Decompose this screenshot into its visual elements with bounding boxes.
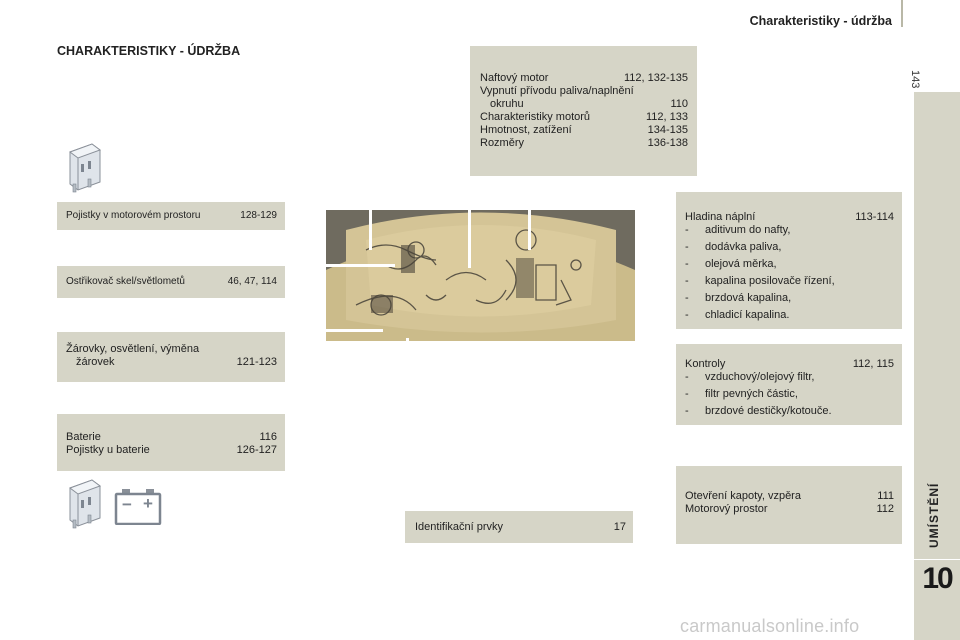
fluid-levels-pages: 113-114 — [855, 211, 894, 223]
fuses-engine-pages: 128-129 — [240, 210, 277, 221]
leader-line — [528, 192, 676, 195]
chapter-tab-divider — [914, 559, 960, 560]
watermark: carmanualsonline.info — [680, 616, 860, 636]
running-header: Charakteristiky - údržba — [749, 14, 892, 28]
fuse-icon — [66, 142, 104, 194]
bullet-dash: - — [685, 405, 689, 417]
leader-line — [503, 350, 506, 466]
fuses-engine-box — [57, 202, 285, 230]
engine-specs-label: Charakteristiky motorů — [480, 111, 591, 123]
fuse-icon — [66, 478, 104, 530]
leader-line — [528, 192, 531, 250]
identification-label: Identifikační prvky — [415, 521, 504, 533]
battery-icon — [114, 488, 162, 525]
checks-pages: 112, 115 — [852, 358, 894, 370]
battery-pages: 116 — [259, 431, 277, 443]
list-item: chladicí kapalina. — [705, 309, 790, 321]
bonnet-box — [676, 466, 902, 544]
engine-specs-label: Naftový motor — [480, 72, 549, 84]
engine-specs-pages: 112, 132-135 — [623, 72, 688, 84]
engine-specs-pages: 134-135 — [647, 124, 688, 136]
battery-minus-symbol: − — [122, 495, 132, 514]
chapter-tab-label: UMÍSTĚNÍ — [927, 482, 941, 548]
fluid-levels-box — [676, 192, 902, 329]
bulbs-pages: 121-123 — [236, 356, 277, 368]
engine-specs-pages: 112, 133 — [645, 111, 688, 123]
leader-line — [468, 176, 471, 268]
battery-box — [57, 414, 285, 471]
bulbs-label-line2: žárovek — [76, 356, 115, 368]
list-item: kapalina posilovače řízení, — [705, 275, 835, 287]
engine-compartment-illustration — [326, 210, 635, 341]
engine-specs-pages: 136-138 — [647, 137, 688, 149]
list-item: aditivum do nafty, — [705, 224, 791, 236]
list-item: vzduchový/olejový filtr, — [705, 371, 815, 383]
bullet-dash: - — [685, 224, 689, 236]
leader-line — [503, 463, 676, 466]
battery-fuses-label: Pojistky u baterie — [66, 444, 150, 456]
washer-label: Ostřikovač skel/světlometů — [66, 276, 185, 287]
engine-specs-pages: 110 — [670, 98, 688, 110]
washer-box — [57, 266, 285, 298]
bulbs-box — [57, 332, 285, 382]
list-item: brzdové destičky/kotouče. — [705, 405, 832, 417]
bullet-dash: - — [685, 371, 689, 383]
bullet-dash: - — [685, 275, 689, 287]
leader-line — [528, 344, 676, 347]
leader-line — [406, 338, 409, 511]
bullet-dash: - — [685, 258, 689, 270]
bonnet-pages: 111 — [877, 490, 894, 502]
list-item: filtr pevných částic, — [705, 388, 798, 400]
page-number: 143 — [909, 70, 921, 89]
battery-fuses-pages: 126-127 — [236, 444, 277, 456]
leader-line — [285, 264, 395, 267]
identification-pages: 17 — [613, 521, 626, 533]
page-title: CHARAKTERISTIKY - ÚDRŽBA — [57, 44, 241, 58]
engine-specs-label: okruhu — [490, 98, 524, 110]
bullet-dash: - — [685, 292, 689, 304]
engine-specs-label: Rozměry — [480, 137, 525, 149]
bonnet-label: Otevření kapoty, vzpěra — [685, 490, 801, 502]
washer-pages: 46, 47, 114 — [227, 276, 277, 287]
engine-specs-label: Vypnutí přívodu paliva/naplnění — [480, 85, 634, 97]
leader-line — [285, 329, 383, 332]
checks-title: Kontroly — [685, 358, 726, 370]
engine-compartment-pages: 112 — [876, 503, 894, 515]
battery-plus-symbol: + — [143, 494, 153, 513]
bulbs-label-line1: Žárovky, osvětlení, výměna — [66, 343, 200, 355]
engine-specs-label: Hmotnost, zatížení — [480, 124, 572, 136]
chapter-number: 10 — [922, 562, 952, 595]
checks-box — [676, 344, 902, 425]
fuses-engine-label: Pojistky v motorovém prostoru — [66, 210, 201, 221]
identification-box — [405, 511, 633, 543]
list-item: brzdová kapalina, — [705, 292, 792, 304]
list-item: olejová měrka, — [705, 258, 777, 270]
header-rule — [901, 0, 903, 27]
engine-specs-box — [470, 46, 697, 176]
bullet-dash: - — [685, 388, 689, 400]
battery-label: Baterie — [66, 431, 101, 443]
list-item: dodávka paliva, — [705, 241, 782, 253]
engine-compartment-label: Motorový prostor — [685, 503, 768, 515]
leader-line — [369, 202, 372, 250]
fluid-levels-title: Hladina náplní — [685, 211, 756, 223]
bullet-dash: - — [685, 241, 689, 253]
bullet-dash: - — [685, 309, 689, 321]
leader-line — [285, 202, 372, 205]
chapter-side-tab — [914, 92, 960, 640]
